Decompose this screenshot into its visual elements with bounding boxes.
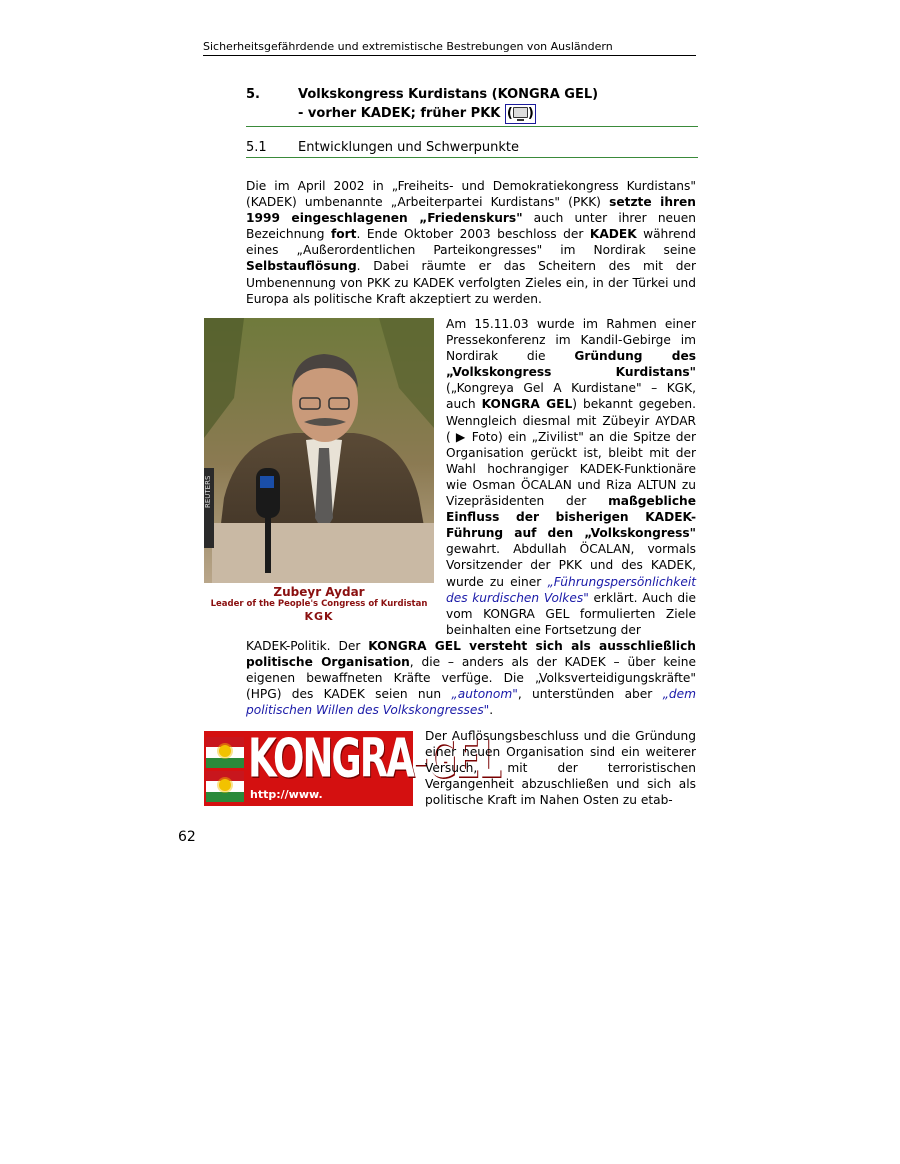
paragraph4-segment: Der Auflösungsbeschluss und die Gründung einer neuen Organisation sind ein weiterer Versuch, mit der terroristischen Vergangenheit abzuschließen und sich als politische Kraft im Nahen Osten zu etab- — [425, 729, 696, 808]
portrait-image — [204, 318, 434, 583]
paragraph2-segment: Am 15.11.03 wurde im Rahmen einer Pressekonferenz im Kandil-Gebirge im Nordirak die — [446, 317, 696, 364]
paragraph1-segment: KADEK — [589, 227, 637, 242]
caption-subtitle: Leader of the People's Congress of Kurdistan — [210, 599, 428, 609]
paragraph2-segment: maßgebliche Einfluss der bisherigen KADEK-Führung auf den „Volkskongress" — [446, 494, 696, 541]
paragraph2-segment: erklärt. Auch die vom KONGRA GEL formulierten Ziele beinhalten eine Fortsetzung der — [446, 590, 696, 637]
paragraph1-segment: . Ende Oktober 2003 beschloss der — [356, 227, 590, 242]
page-number: 62 — [178, 829, 196, 845]
monitor-icon — [513, 107, 528, 118]
paragraph1-segment: . Dabei räumte er das Scheitern des mit der Umbenennung von PKK zu KADEK verfolgten Zieles ein, in der Türkei und Europa als politische Kraft akzeptiert zu werden. — [246, 259, 696, 306]
paragraph2-segment: gewahrt. Abdullah ÖCALAN, vormals Vorsitzender der PKK und des KADEK, wurde zu einer — [446, 542, 696, 589]
section-title-line2 — [298, 104, 698, 124]
caption-name: Zubeyr Aydar — [273, 585, 365, 599]
paragraph2-segment: KONGRA GEL — [481, 397, 573, 412]
section-title-line1: Volkskongress Kurdistans (KONGRA GEL) — [298, 87, 599, 102]
logo-text: KONGRA-GEL — [248, 727, 500, 790]
paragraph1-segment: setzte ihren 1999 eingeschlagenen „Friedenskurs" — [246, 195, 696, 226]
pkk-reference-link[interactable]: ( ) — [505, 104, 536, 124]
kurdish-flag-icon — [206, 737, 244, 768]
paragraph1-segment: fort — [330, 227, 357, 242]
kongra-gel-logo — [204, 727, 500, 806]
paragraph2-segment: ) bekannt gegeben. Wenngleich diesmal mit Zübeyir AYDAR ( ▶ Foto) ein „Zivilist" an die Spitze der Organisation gerückt ist, bleibt mit der Wahl hochrangiger KADEK-Funktionäre wie Osman ÖCALAN und Riza ALTUN zu Vizepräsidenten der — [446, 397, 697, 509]
section-number: 5. — [246, 87, 260, 102]
section-heading — [246, 86, 698, 127]
kurdish-flag-icon — [206, 771, 244, 802]
paragraph-2 — [446, 316, 696, 638]
paragraph3-segment: KONGRA GEL versteht sich als ausschließlich politische Organisation — [246, 639, 696, 670]
paragraph3-segment: „autonom" — [451, 687, 518, 702]
paragraph3-segment: , unterstünden aber — [517, 687, 663, 702]
subsection-heading — [246, 140, 698, 158]
subsection-title: Entwicklungen und Schwerpunkte — [298, 140, 520, 155]
logo-url: http://www. — [250, 788, 323, 801]
paragraph-3 — [246, 638, 696, 718]
paragraph2-segment: „Führungspersönlichkeit des kurdischen Volkes" — [446, 574, 696, 605]
paragraph1-segment: Selbstauflösung — [246, 259, 357, 274]
caption-org: KGK — [304, 610, 334, 623]
paragraph3-segment: KADEK-Politik. Der — [246, 639, 369, 653]
paragraph2-segment: („Kongreya Gel A Kurdistane" – KGK, auch — [446, 381, 696, 412]
paragraph1-segment: Die im April 2002 in „Freiheits- und Demokratiekongress Kurdistans" (KADEK) umbenannte „Arbeiterpartei Kurdistans" (PKK) — [246, 179, 696, 210]
portrait-photo — [204, 318, 434, 623]
paragraph-4 — [425, 728, 696, 808]
paragraph3-segment: , die – anders als der KADEK – über keine eigenen bewaffneten Kräfte verfüge. Die „Volksverteidigungskräfte" (HPG) des KADEK seien nun — [246, 655, 696, 702]
running-head: Sicherheitsgefährdende und extremistische Bestrebungen von Ausländern — [203, 40, 696, 56]
paragraph2-segment: Gründung des „Volkskongress Kurdistans" — [446, 349, 696, 380]
subsection-number: 5.1 — [246, 140, 267, 155]
mic-label: REUTERS — [204, 475, 212, 508]
section-title-prefix: - vorher KADEK; früher PKK — [298, 106, 505, 121]
paragraph3-segment: „dem politischen Willen des Volkskongresses" — [246, 687, 697, 718]
paragraph1-segment: auch unter ihrer neuen Bezeichnung — [246, 211, 696, 242]
paragraph3-segment: . — [489, 703, 494, 718]
photo-caption — [204, 585, 434, 624]
paragraph1-segment: während eines „Außerordentlichen Parteikongresses" im Nordirak seine — [246, 227, 696, 258]
paragraph-1 — [246, 178, 696, 307]
